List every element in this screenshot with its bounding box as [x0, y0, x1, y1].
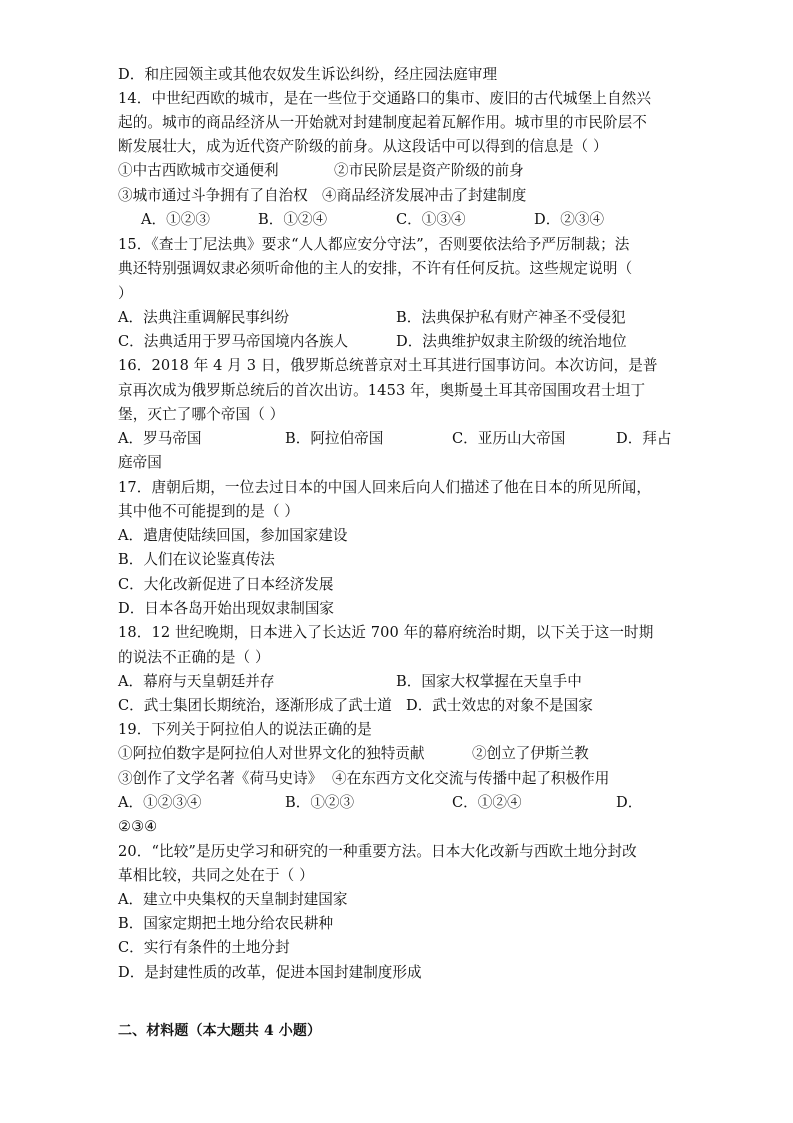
- q19-statement-3: ③创作了文学名著《荷马史诗》: [118, 770, 323, 787]
- q17-stem-line: 17．唐朝后期，一位去过日本的中国人回来后向人们描述了他在日本的所见所闻，: [118, 479, 652, 496]
- q14-stem-line: 14．中世纪西欧的城市，是在一些位于交通路口的集市、废旧的古代城堡上自然兴: [118, 90, 652, 107]
- section-heading: 二、材料题（本大题共 4 小题）: [118, 1023, 322, 1039]
- q14-statement-1: ①中古西欧城市交通便利: [118, 162, 279, 179]
- q14-stem-line: 起的。城市的商品经济从一开始就对封建制度起着瓦解作用。城市里的市民阶层不: [118, 114, 647, 131]
- q16-option-c: C．亚历山大帝国: [452, 430, 566, 447]
- q20-option-d: D．是封建性质的改革，促进本国封建制度形成: [118, 964, 422, 981]
- q14-option-a: A．①②③: [141, 211, 210, 228]
- q14-statement-2: ②市民阶层是资产阶级的前身: [334, 162, 524, 179]
- q19-option-c: C．①②④: [452, 794, 522, 811]
- q17-option-c: C．大化改新促进了日本经济发展: [118, 576, 334, 593]
- q13-option-d: D．和庄园领主或其他农奴发生诉讼纠纷，经庄园法庭审理: [118, 66, 498, 83]
- q15-stem-line: 典还特别强调奴隶必须听命他的主人的安排，不许有任何反抗。这些规定说明（: [118, 260, 633, 277]
- q19-stem: 19．下列关于阿拉伯人的说法正确的是: [118, 721, 372, 738]
- q19-option-b: B．①②③: [285, 794, 355, 811]
- q18-stem-line: 18．12 世纪晚期，日本进入了长达近 700 年的幕府统治时期，以下关于这一时期: [118, 624, 654, 641]
- q20-stem-line: 革相比较，共同之处在于（ ）: [118, 867, 314, 884]
- q18-option-a: A．幕府与天皇朝廷并存: [118, 673, 275, 690]
- q16-stem-line: 16．2018 年 4 月 3 日，俄罗斯总统普京对土耳其进行国事访问。本次访问，是普: [118, 357, 658, 374]
- q16-option-a: A．罗马帝国: [118, 430, 202, 447]
- q15-stem-line: 15．《查士丁尼法典》要求“人人都应安分守法”，否则要依法给予严厉制裁；法: [118, 236, 630, 253]
- q20-option-b: B．国家定期把土地分给农民耕种: [118, 915, 334, 932]
- q16-stem-line: 京再次成为俄罗斯总统后的首次出访。1453 年，奥斯曼土耳其帝国围攻君士坦丁: [118, 382, 646, 399]
- q15-stem-line: ）: [118, 285, 133, 302]
- q19-option-a: A．①②③④: [118, 794, 202, 811]
- q17-stem-line: 其中他不可能提到的是（ ）: [118, 503, 300, 520]
- q16-option-b: B．阿拉伯帝国: [285, 430, 384, 447]
- q16-option-d: D．拜占: [616, 430, 672, 447]
- q20-stem-line: 20．“比较”是历史学习和研究的一种重要方法。日本大化改新与西欧土地分封改: [118, 843, 637, 860]
- q16-stem-line: 堡，灭亡了哪个帝国（ ）: [118, 406, 285, 423]
- q15-option-b: B．法典保护私有财产神圣不受侵犯: [396, 309, 626, 326]
- q19-statement-1: ①阿拉伯数字是阿拉伯人对世界文化的独特贡献: [118, 745, 425, 762]
- q17-option-a: A．遣唐使陆续回国，参加国家建设: [118, 527, 348, 544]
- q17-option-d: D．日本各岛开始出现奴隶制国家: [118, 600, 335, 617]
- q15-option-d: D．法典维护奴隶主阶级的统治地位: [396, 333, 627, 350]
- q15-option-a: A．法典注重调解民事纠纷: [118, 309, 290, 326]
- q18-stem-line: 的说法不正确的是（ ）: [118, 649, 270, 666]
- q20-option-c: C．实行有条件的土地分封: [118, 939, 290, 956]
- q14-stem-line: 断发展壮大，成为近代资产阶级的前身。从这段话中可以得到的信息是（ ）: [118, 138, 608, 155]
- q20-option-a: A．建立中央集权的天皇制封建国家: [118, 891, 348, 908]
- q18-option-c: C．武士集团长期统治，逐渐形成了武士道: [118, 697, 392, 714]
- q16-option-d-wrap: 庭帝国: [118, 454, 162, 471]
- q14-option-d: D．②③④: [534, 211, 605, 228]
- q19-option-d: D．: [616, 794, 643, 811]
- q14-option-b: B．①②④: [258, 211, 328, 228]
- q18-option-d: D．武士效忠的对象不是国家: [406, 697, 593, 714]
- q19-option-d-wrap: ②③④: [118, 818, 158, 835]
- q14-statement-3: ③城市通过斗争拥有了自治权: [118, 187, 308, 204]
- q14-option-c: C．①③④: [396, 211, 466, 228]
- q17-option-b: B．人们在议论鉴真传法: [118, 551, 275, 568]
- q14-statement-4: ④商品经济发展冲击了封建制度: [322, 187, 527, 204]
- q19-statement-4: ④在东西方文化交流与传播中起了积极作用: [332, 770, 610, 787]
- q18-option-b: B．国家大权掌握在天皇手中: [396, 673, 582, 690]
- q15-option-c: C．法典适用于罗马帝国境内各族人: [118, 333, 349, 350]
- q19-statement-2: ②创立了伊斯兰教: [472, 745, 589, 762]
